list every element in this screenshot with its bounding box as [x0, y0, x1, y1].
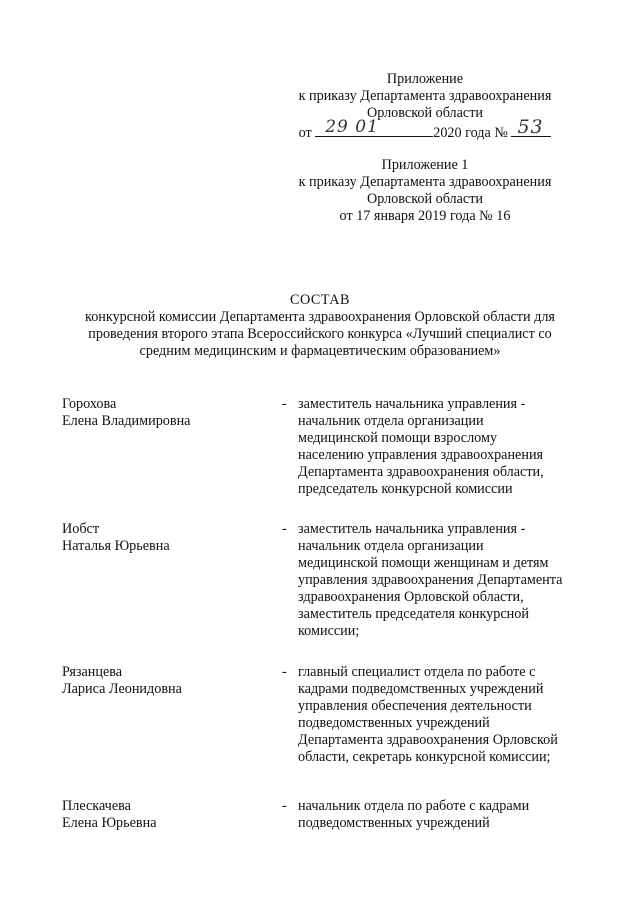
- role-line: главный специалист отдела по работе с: [298, 664, 536, 680]
- order-date-line: [298, 116, 552, 142]
- member-surname: Плескачева: [62, 798, 131, 814]
- region-line: Орловской области: [366, 105, 484, 121]
- document-title: [40, 292, 600, 360]
- appendix1-title: Приложение 1: [381, 157, 469, 173]
- appendix-title: Приложение: [386, 71, 464, 87]
- title-main: СОСТАВ: [289, 292, 350, 308]
- role-line: управления обеспечения деятельности: [298, 698, 532, 714]
- role-line: подведомственных учреждений: [298, 815, 490, 831]
- member-surname: Иобст: [62, 521, 100, 537]
- number-blank: [511, 116, 551, 138]
- role-line: Департамента здравоохранения области,: [298, 464, 544, 480]
- order-reference: к приказу Департамента здравоохранения: [298, 88, 552, 104]
- role-line: медицинской помощи взрослому: [298, 430, 498, 446]
- role-line: начальник отдела по работе с кадрами: [298, 798, 530, 814]
- member-surname: Горохова: [62, 396, 117, 412]
- role-line: заместитель начальника управления -: [298, 521, 526, 537]
- member-name: [62, 798, 262, 832]
- appendix-header: [260, 71, 590, 142]
- title-line-1: конкурсной комиссии Департамента здравоохранения Орловской области для: [85, 309, 555, 325]
- role-line: населению управления здравоохранения: [298, 447, 544, 463]
- role-line: области, секретарь конкурсной комиссии;: [298, 749, 551, 765]
- member-given-name: Елена Юрьевна: [62, 815, 157, 831]
- role-line: комиссии;: [298, 623, 360, 639]
- appendix1-header: [260, 157, 590, 225]
- member-dash: -: [282, 396, 287, 412]
- role-line: начальник отдела организации: [298, 413, 484, 429]
- role-line: заместитель начальника управления -: [298, 396, 526, 412]
- member-given-name: Елена Владимировна: [62, 413, 191, 429]
- role-line: заместитель председателя конкурсной: [298, 606, 529, 622]
- member-name: [62, 664, 262, 698]
- member-given-name: Наталья Юрьевна: [62, 538, 170, 554]
- date-prefix: от: [298, 125, 312, 141]
- member-role: [298, 664, 608, 766]
- role-line: управления здравоохранения Департамента: [298, 572, 563, 588]
- member-role: [298, 396, 608, 498]
- member-name: [62, 521, 262, 555]
- appendix1-order-reference: к приказу Департамента здравоохранения: [298, 174, 552, 190]
- title-line-3: средним медицинским и фармацевтическим образованием»: [139, 343, 501, 359]
- role-line: кадрами подведомственных учреждений: [298, 681, 544, 697]
- role-line: Департамента здравоохранения Орловской: [298, 732, 558, 748]
- member-name: [62, 396, 262, 430]
- handwritten-number: 53: [517, 116, 544, 138]
- date-suffix: 2020 года №: [433, 125, 508, 141]
- role-line: здравоохранения Орловской области,: [298, 589, 524, 605]
- member-role: [298, 798, 608, 832]
- date-blank: [315, 117, 433, 137]
- member-dash: -: [282, 664, 287, 680]
- member-dash: -: [282, 521, 287, 537]
- handwritten-date: 29 01: [325, 117, 379, 137]
- appendix1-region-line: Орловской области: [366, 191, 484, 207]
- member-given-name: Лариса Леонидовна: [62, 681, 182, 697]
- appendix1-date-line: от 17 января 2019 года № 16: [339, 208, 511, 224]
- member-surname: Рязанцева: [62, 664, 123, 680]
- member-dash: -: [282, 798, 287, 814]
- member-role: [298, 521, 608, 640]
- role-line: медицинской помощи женщинам и детям: [298, 555, 549, 571]
- role-line: председатель конкурсной комиссии: [298, 481, 513, 497]
- role-line: подведомственных учреждений: [298, 715, 490, 731]
- title-line-2: проведения второго этапа Всероссийского конкурса «Лучший специалист со: [88, 326, 552, 342]
- role-line: начальник отдела организации: [298, 538, 484, 554]
